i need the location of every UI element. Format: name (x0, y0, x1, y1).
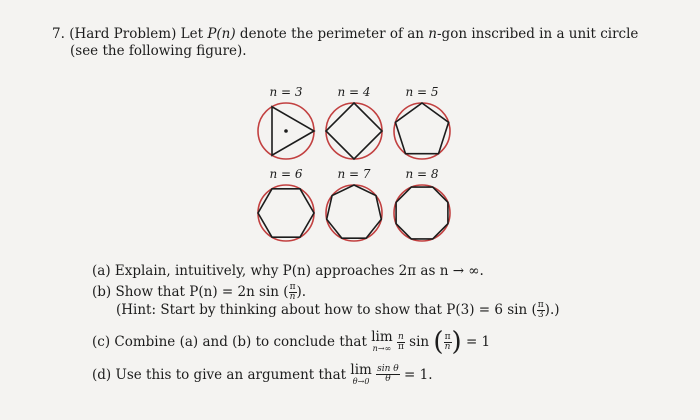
d-limit: lim θ→0 (350, 362, 372, 386)
unit-circle-n5 (394, 103, 450, 159)
unit-circle-n4 (326, 103, 382, 159)
problem-intro-3: -gon inscribed in a unit circle (437, 26, 639, 42)
polygon-label-n8: n = 8 (405, 167, 439, 181)
unit-circle-n8 (394, 185, 450, 241)
polygon-label-n3: n = 3 (269, 85, 303, 99)
center-dot (284, 129, 288, 133)
problem-intro: (Hard Problem) Let (69, 26, 204, 42)
polygon-label-n6: n = 6 (269, 167, 303, 181)
perimeter-symbol: P(n) (207, 26, 236, 42)
polygon-label-n4: n = 4 (337, 85, 371, 99)
c-coefficient: $\frac{n}{\pi}$ (397, 331, 404, 352)
polygon-label-n5: n = 5 (405, 85, 439, 99)
b-fraction: $\frac{\pi}{n}$ (289, 282, 296, 302)
hint-fraction: $\frac{\pi}{3}$ (537, 300, 544, 320)
c-limit: lim n→∞ (371, 329, 393, 353)
part-d: (d) Use this to give an argument that lim θ→0 $\frac{\text{sin θ}}{\theta}$ = 1. (92, 362, 433, 386)
part-c: (c) Combine (a) and (b) to conclude that lim n→∞ $\frac{n}{\pi}$ sin ( $\frac{\pi}{n}$ ) = 1 (92, 327, 491, 357)
problem-intro-2: denote the perimeter of an (239, 26, 424, 42)
n-symbol: n (428, 26, 437, 42)
part-a: (a) Explain, intuitively, why P(n) approaches 2π as n → ∞. (92, 263, 484, 279)
problem-line-2: (see the following figure). (70, 43, 247, 59)
inscribed-polygon-n8 (396, 187, 448, 239)
part-b-hint: (Hint: Start by thinking about how to show that P(3) = 6 sin ( $\frac{\pi}{3}$ ).) (116, 300, 560, 320)
problem-number: 7. (52, 26, 65, 42)
d-fraction: $\frac{\text{sin θ}}{\theta}$ (377, 364, 399, 385)
unit-circle-n7 (326, 185, 382, 241)
polygon-label-n7: n = 7 (337, 167, 371, 181)
part-b: (b) Show that P(n) = 2n sin ( $\frac{\pi}{n}$ ). (92, 282, 307, 302)
unit-circle-n6 (258, 185, 314, 241)
inscribed-polygon-n6 (258, 189, 314, 237)
c-argument: $\frac{\pi}{n}$ (444, 331, 451, 352)
